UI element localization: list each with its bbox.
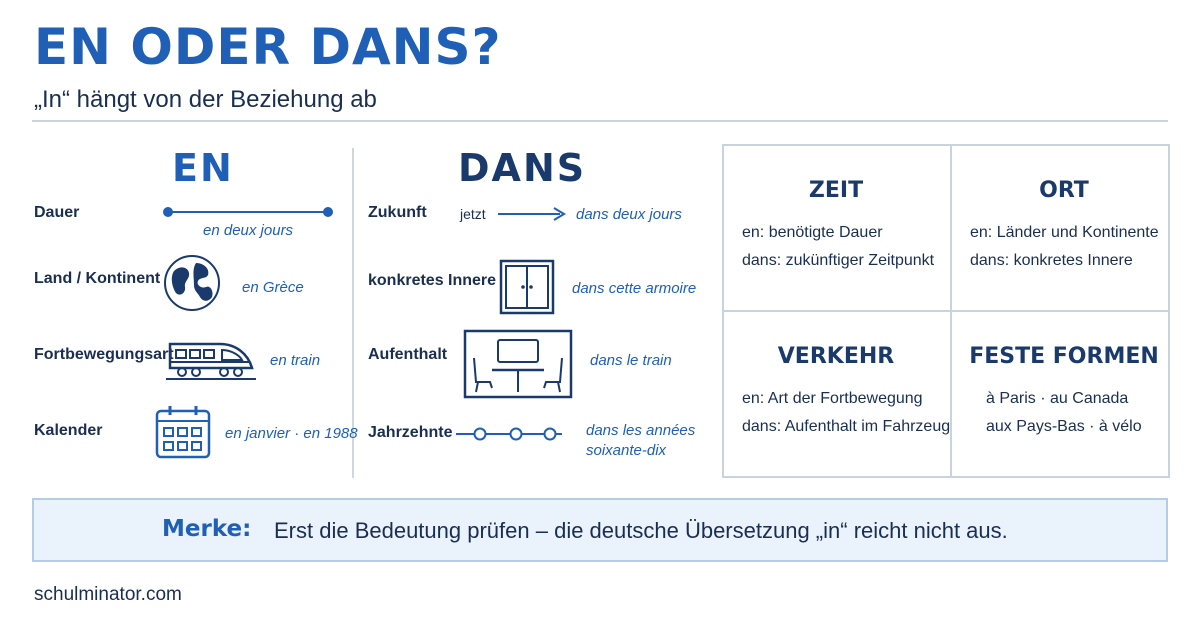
dans-example-innere: dans cette armoire: [572, 280, 697, 297]
cell-line-verkehr-2: dans: Aufenthalt im Fahrzeug: [742, 418, 951, 435]
footer-site: schulminator.com: [34, 584, 182, 605]
train-interior-icon: [462, 328, 574, 400]
en-row-label-kalender: Kalender: [34, 422, 103, 439]
en-row-label-land: Land / Kontinent: [34, 270, 161, 287]
category-grid: [722, 144, 1170, 478]
cell-ort: [952, 146, 1176, 310]
cell-title-feste-formen: FESTE FORMEN: [969, 344, 1159, 369]
en-column-title: EN: [172, 146, 234, 190]
dans-example-jahrzehnte-line2: soixante-dix: [586, 442, 667, 459]
calendar-icon: [154, 403, 212, 461]
cell-feste-formen: [952, 312, 1176, 476]
dans-note-jetzt: jetzt: [460, 206, 486, 222]
cell-title-verkehr: VERKEHR: [777, 344, 895, 369]
cell-title-zeit: ZEIT: [808, 178, 864, 203]
cell-line-ort-1: en: Länder und Kontinente: [970, 224, 1159, 241]
dans-row-label-aufenthalt: Aufenthalt: [368, 346, 448, 363]
decades-timeline-icon: [456, 426, 562, 442]
en-row-label-dauer: Dauer: [34, 204, 80, 221]
dans-example-zukunft: dans deux jours: [576, 206, 682, 223]
merke-text: Erst die Bedeutung prüfen – die deutsche Übersetzung „in“ reicht nicht aus.: [274, 518, 1008, 543]
cell-line-feste-2: aux Pays-Bas · à vélo: [986, 418, 1142, 435]
dans-row-label-zukunft: Zukunft: [368, 204, 427, 221]
train-icon: [166, 334, 256, 382]
cell-line-feste-1: à Paris · au Canada: [986, 390, 1129, 407]
en-example-land: en Grèce: [242, 279, 304, 296]
cell-zeit: [724, 146, 948, 310]
merke-label: Merke:: [162, 516, 252, 542]
page-title: EN ODER DANS?: [34, 18, 502, 76]
dans-row-label-jahrzehnte: Jahrzehnte: [368, 424, 453, 441]
cell-verkehr: [724, 312, 951, 476]
timeline-icon: [160, 204, 336, 220]
en-example-fortbewegung: en train: [270, 352, 321, 369]
wardrobe-icon: [498, 258, 556, 316]
page-subtitle: „In“ hängt von der Beziehung ab: [34, 86, 377, 113]
globe-icon: [162, 253, 222, 313]
cell-line-zeit-2: dans: zukünftiger Zeitpunkt: [742, 252, 935, 269]
cell-title-ort: ORT: [1039, 178, 1089, 203]
cell-line-zeit-1: en: benötigte Dauer: [742, 224, 883, 241]
arrow-icon: [496, 206, 568, 222]
en-row-label-fortbewegung: Fortbewegungsart: [34, 346, 174, 363]
en-example-dauer: en deux jours: [203, 222, 294, 239]
dans-example-jahrzehnte-line1: dans les années: [586, 422, 696, 439]
dans-row-label-innere: konkretes Innere: [368, 272, 497, 289]
dans-column-title: DANS: [458, 146, 587, 190]
cell-line-ort-2: dans: konkretes Innere: [970, 252, 1133, 269]
en-example-kalender: en janvier · en 1988: [225, 425, 358, 442]
header-divider: [32, 120, 1168, 122]
dans-example-aufenthalt: dans le train: [590, 352, 672, 369]
cell-line-verkehr-1: en: Art der Fortbewegung: [742, 390, 923, 407]
merke-note-box: [32, 498, 1168, 562]
